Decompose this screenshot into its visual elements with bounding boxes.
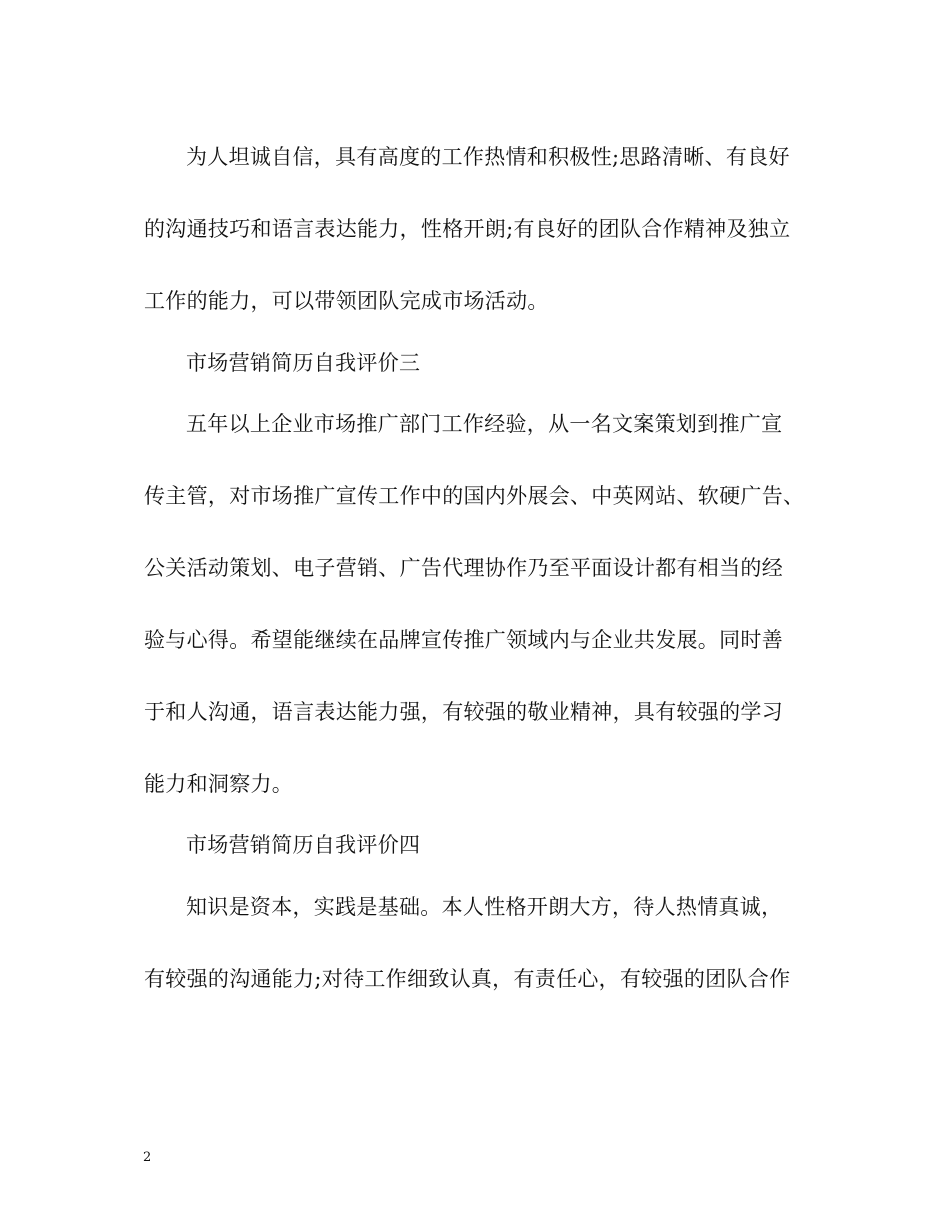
paragraph-line: 能力和洞察力。: [144, 772, 294, 796]
paragraph-line: 验与心得。希望能继续在品牌宣传推广领域内与企业共发展。同时善: [144, 628, 783, 652]
paragraph-line: 传主管，对市场推广宣传工作中的国内外展会、中英网站、软硬广告、: [144, 484, 805, 508]
paragraph-line: 的沟通技巧和语言表达能力，性格开朗;有良好的团队合作精神及独立: [144, 217, 791, 241]
paragraph-line: 有较强的沟通能力;对待工作细致认真，有责任心，有较强的团队合作: [144, 967, 791, 991]
section-heading: 市场营销简历自我评价三: [186, 351, 421, 375]
section-heading: 市场营销简历自我评价四: [186, 833, 421, 857]
paragraph-line: 公关活动策划、电子营销、广告代理协作乃至平面设计都有相当的经: [144, 556, 783, 580]
paragraph-line: 知识是资本，实践是基础。本人性格开朗大方，待人热情真诚，: [186, 895, 783, 919]
page-number: 2: [143, 1150, 152, 1165]
paragraph-line: 工作的能力，可以带领团队完成市场活动。: [144, 289, 549, 313]
paragraph-line: 五年以上企业市场推广部门工作经验，从一名文案策划到推广宣: [186, 412, 783, 436]
paragraph-line: 于和人沟通，语言表达能力强，有较强的敬业精神，具有较强的学习: [144, 700, 783, 724]
paragraph-line: 为人坦诚自信，具有高度的工作热情和积极性;思路清晰、有良好: [186, 145, 790, 169]
